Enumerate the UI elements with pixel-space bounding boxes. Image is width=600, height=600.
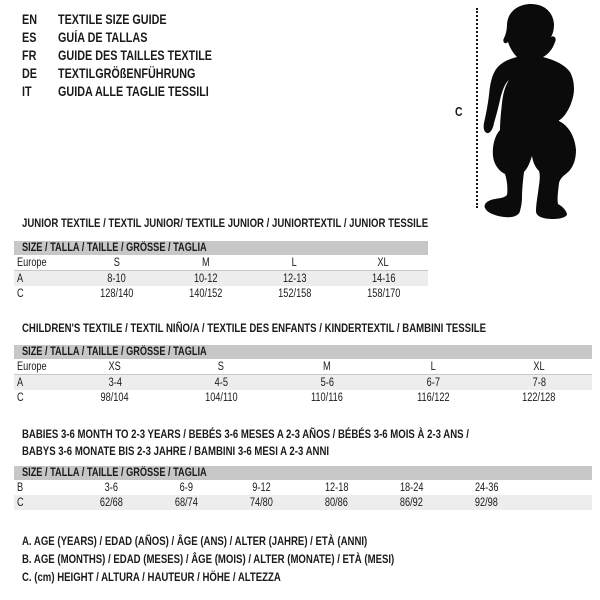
- value-cell: 74/80: [224, 495, 299, 510]
- value-cell: 4-5: [168, 375, 274, 391]
- junior-textile-table: [14, 241, 428, 301]
- childrens-textile-table: [14, 345, 592, 405]
- value-cell: XS: [62, 359, 168, 375]
- language-row-en: [22, 11, 251, 29]
- language-guide-name: TEXTILE SIZE GUIDE: [58, 12, 167, 27]
- table-row-a: [14, 271, 428, 287]
- filler-cell: [524, 495, 592, 510]
- value-cell: 116/122: [416, 391, 450, 404]
- language-row-fr: [22, 47, 251, 65]
- language-guide-name: GUÍA DE TALLAS: [58, 30, 148, 45]
- value-cell: XL: [486, 359, 592, 375]
- value-cell: 122/128: [522, 391, 556, 404]
- value-cell: 140/152: [188, 287, 223, 300]
- value-cell: 6-7: [380, 375, 486, 391]
- value-cell: 104/110: [204, 391, 238, 404]
- value-cell: 98/104: [100, 391, 130, 404]
- note-line-a: A. AGE (YEARS) / EDAD (AÑOS) / ÂGE (ANS) / ALTER (JAHRE) / ETÀ (ANNI): [22, 534, 368, 548]
- row-label: C: [17, 287, 24, 300]
- language-code: DE: [22, 66, 38, 81]
- language-row-it: [22, 83, 251, 101]
- table-row-b: [14, 480, 592, 495]
- language-row-es: [22, 29, 251, 47]
- childrens-textile-title-text: CHILDREN'S TEXTILE / TEXTIL NIÑO/A / TEXTILE DES ENFANTS / KINDERTEXTIL / BAMBINI TESSILE: [22, 321, 487, 335]
- language-code: FR: [22, 48, 37, 63]
- value-cell: 10-12: [161, 271, 250, 287]
- value-cell: 110/116: [311, 391, 343, 404]
- value-cell: 7-8: [486, 375, 592, 391]
- value-cell: 8-10: [72, 271, 161, 287]
- value-cell: M: [274, 359, 380, 375]
- note-line-c: C. (cm) HEIGHT / ALTURA / HAUTEUR / HÖHE / ALTEZZA: [22, 570, 281, 584]
- language-guide-name: GUIDE DES TAILLES TEXTILE: [58, 48, 213, 63]
- language-guide-name: GUIDA ALLE TAGLIE TESSILI: [58, 84, 209, 99]
- row-label: C: [17, 391, 24, 404]
- row-label: A: [14, 271, 72, 287]
- row-label: A: [14, 375, 62, 391]
- value-cell: 158/170: [366, 287, 401, 300]
- language-row-de: [22, 65, 251, 83]
- value-cell: M: [161, 255, 250, 271]
- table-row-a: [14, 375, 592, 391]
- babies-textile-table: [14, 466, 592, 510]
- language-code: EN: [22, 12, 38, 27]
- junior-textile-title-text: JUNIOR TEXTILE / TEXTIL JUNIOR/ TEXTILE JUNIOR / JUNIORTEXTIL / JUNIOR TESSILE: [22, 216, 429, 230]
- size-header-row: [14, 241, 428, 255]
- value-cell: S: [168, 359, 274, 375]
- height-measure-dotted-line: [476, 8, 478, 208]
- value-cell: 24-36: [474, 481, 499, 494]
- value-cell: 18-24: [399, 481, 424, 494]
- value-cell: 80/86: [299, 495, 374, 510]
- childrens-textile-title: [22, 320, 600, 337]
- row-label: C: [14, 495, 74, 510]
- row-label: Europe: [14, 359, 62, 375]
- value-cell: 12-18: [324, 481, 349, 494]
- value-cell: 128/140: [99, 287, 134, 300]
- junior-textile-title: [22, 215, 530, 232]
- value-cell: 9-12: [252, 481, 271, 494]
- value-cell: 62/68: [74, 495, 149, 510]
- row-label: Europe: [14, 255, 72, 271]
- size-header-cell: SIZE / TALLA / TAILLE / GRÖSSE / TAGLIA: [14, 466, 592, 480]
- baby-silhouette-icon: [483, 4, 597, 219]
- value-cell: 5-6: [274, 375, 380, 391]
- table-row-c: [14, 286, 428, 301]
- table-row-c: [14, 495, 592, 510]
- value-cell: 12-13: [250, 271, 339, 287]
- value-cell: 14-16: [339, 271, 428, 287]
- size-header-row: [14, 466, 592, 480]
- language-code: ES: [22, 30, 37, 45]
- value-cell: 152/158: [277, 287, 312, 300]
- value-cell: 86/92: [374, 495, 449, 510]
- table-row-europe: [14, 359, 592, 375]
- value-cell: XL: [339, 255, 428, 271]
- value-cell: 68/74: [149, 495, 224, 510]
- babies-textile-title-line1: BABIES 3-6 MONTH TO 2-3 YEARS / BEBÉS 3-6 MESES A 2-3 AÑOS / BÉBÉS 3-6 MOIS À 2-3 ANS /: [22, 427, 469, 441]
- measurement-notes: [22, 532, 487, 586]
- filler-cell: [524, 480, 592, 495]
- babies-textile-title: [22, 426, 581, 460]
- value-cell: 6-9: [179, 481, 194, 494]
- language-guide-name: TEXTILGRÖßENFÜHRUNG: [58, 66, 196, 81]
- value-cell: L: [380, 359, 486, 375]
- size-header-cell: SIZE / TALLA / TAILLE / GRÖSSE / TAGLIA: [14, 345, 592, 359]
- babies-textile-title-line2: BABYS 3-6 MONATE BIS 2-3 JAHRE / BAMBINI 3-6 MESI A 2-3 ANNI: [22, 444, 330, 458]
- value-cell: S: [72, 255, 161, 271]
- language-list: [22, 11, 251, 101]
- language-code: IT: [22, 84, 32, 99]
- table-row-c: [14, 390, 592, 405]
- row-label: B: [17, 481, 24, 494]
- value-cell: 3-6: [104, 481, 119, 494]
- size-header-row: [14, 345, 592, 359]
- value-cell: L: [250, 255, 339, 271]
- table-row-europe: [14, 255, 428, 271]
- value-cell: 92/98: [449, 495, 524, 510]
- value-cell: 3-4: [62, 375, 168, 391]
- size-header-cell: SIZE / TALLA / TAILLE / GRÖSSE / TAGLIA: [14, 241, 428, 255]
- height-measure-label: C: [455, 104, 463, 119]
- note-line-b: B. AGE (MONTHS) / EDAD (MESES) / ÂGE (MOIS) / ALTER (MONATE) / ETÀ (MESI): [22, 552, 395, 566]
